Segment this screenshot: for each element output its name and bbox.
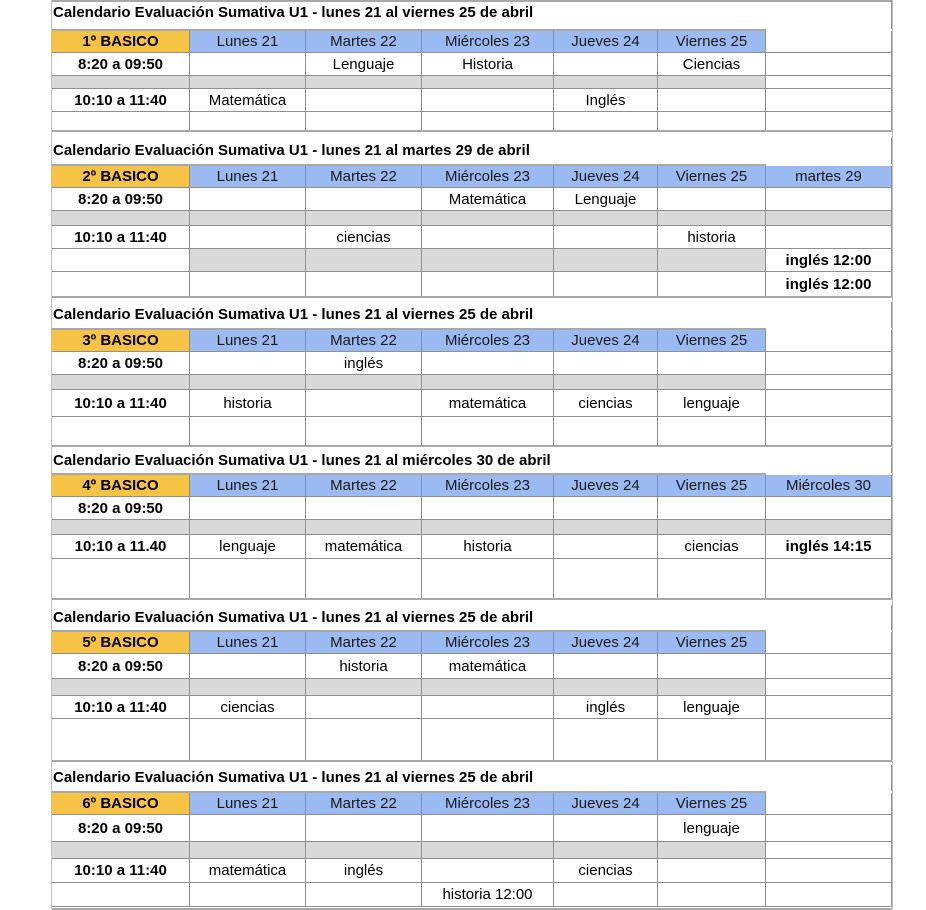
schedule-cell[interactable]	[306, 112, 422, 131]
schedule-cell[interactable]	[306, 815, 422, 842]
schedule-cell[interactable]: inglés 12:00	[766, 249, 892, 272]
schedule-cell[interactable]	[554, 417, 658, 446]
schedule-cell[interactable]: Matemática	[190, 89, 306, 112]
schedule-cell[interactable]	[658, 417, 766, 446]
section-title: Calendario Evaluación Sumativa U1 - lunes 21 al viernes 25 de abril	[53, 609, 534, 626]
schedule-cell[interactable]	[658, 883, 766, 907]
day-header[interactable]: Miércoles 23	[422, 632, 554, 654]
schedule-cell[interactable]	[52, 883, 190, 907]
schedule-cell[interactable]	[422, 815, 554, 842]
row-separator	[52, 445, 892, 447]
schedule-cell[interactable]	[306, 272, 422, 297]
break-cell[interactable]	[52, 842, 190, 859]
day-header[interactable]: Jueves 24	[554, 166, 658, 188]
break-cell[interactable]	[658, 842, 766, 859]
break-cell[interactable]	[306, 375, 422, 390]
break-cell[interactable]	[190, 375, 306, 390]
schedule-cell[interactable]	[422, 417, 554, 446]
schedule-cell[interactable]	[766, 112, 892, 131]
schedule-cell[interactable]: historia	[658, 226, 766, 249]
schedule-cell[interactable]: ciencias	[658, 535, 766, 559]
schedule-cell[interactable]	[766, 352, 892, 375]
day-header[interactable]: Lunes 21	[190, 793, 306, 815]
break-cell[interactable]	[422, 211, 554, 226]
break-cell[interactable]	[190, 842, 306, 859]
schedule-cell[interactable]	[52, 559, 190, 599]
break-cell[interactable]	[766, 679, 892, 696]
break-cell[interactable]	[554, 375, 658, 390]
time-slot-afternoon[interactable]: 10:10 a 11.40	[52, 535, 190, 559]
day-header[interactable]: Jueves 24	[554, 330, 658, 352]
empty-cell[interactable]	[766, 448, 892, 473]
schedule-cell[interactable]: matemática	[422, 390, 554, 417]
day-header[interactable]: Viernes 25	[658, 330, 766, 352]
schedule-cell[interactable]	[190, 883, 306, 907]
day-header[interactable]: Jueves 24	[554, 793, 658, 815]
schedule-cell[interactable]	[554, 815, 658, 842]
break-cell[interactable]	[306, 679, 422, 696]
day-header[interactable]: Martes 22	[306, 475, 422, 497]
break-cell[interactable]	[422, 520, 554, 535]
schedule-cell[interactable]	[658, 719, 766, 761]
schedule-cell[interactable]	[52, 272, 190, 297]
schedule-cell[interactable]	[52, 719, 190, 761]
day-header[interactable]: Viernes 25	[658, 793, 766, 815]
schedule-cell[interactable]	[422, 559, 554, 599]
schedule-cell[interactable]	[766, 815, 892, 842]
schedule-cell[interactable]	[766, 417, 892, 446]
schedule-cell[interactable]	[554, 226, 658, 249]
time-slot-morning[interactable]: 8:20 a 09:50	[52, 188, 190, 211]
schedule-cell[interactable]: ciencias	[306, 226, 422, 249]
schedule-cell[interactable]	[306, 497, 422, 520]
schedule-cell[interactable]: matemática	[422, 654, 554, 679]
schedule-cell[interactable]	[766, 654, 892, 679]
day-header[interactable]: Miércoles 23	[422, 330, 554, 352]
day-header[interactable]: Jueves 24	[554, 632, 658, 654]
schedule-cell[interactable]	[190, 654, 306, 679]
day-header[interactable]: Lunes 21	[190, 330, 306, 352]
break-cell[interactable]	[554, 842, 658, 859]
schedule-cell[interactable]	[190, 188, 306, 211]
section-title: Calendario Evaluación Sumativa U1 - lunes 21 al viernes 25 de abril	[53, 769, 534, 786]
schedule-cell[interactable]	[658, 89, 766, 112]
schedule-cell[interactable]	[190, 272, 306, 297]
schedule-cell[interactable]	[766, 53, 892, 76]
schedule-cell[interactable]	[190, 815, 306, 842]
schedule-cell[interactable]	[190, 719, 306, 761]
schedule-cell[interactable]: inglés	[554, 696, 658, 719]
time-slot-afternoon[interactable]: 10:10 a 11:40	[52, 390, 190, 417]
schedule-cell[interactable]	[306, 249, 422, 272]
break-cell[interactable]	[658, 679, 766, 696]
schedule-cell[interactable]	[554, 53, 658, 76]
break-cell[interactable]	[306, 211, 422, 226]
schedule-cell[interactable]	[190, 352, 306, 375]
schedule-cell[interactable]	[52, 112, 190, 131]
break-cell[interactable]	[190, 211, 306, 226]
schedule-cell[interactable]	[422, 696, 554, 719]
day-header[interactable]: martes 29	[766, 166, 892, 188]
schedule-cell[interactable]: Ciencias	[658, 53, 766, 76]
break-cell[interactable]	[422, 375, 554, 390]
schedule-cell[interactable]: ciencias	[554, 859, 658, 883]
schedule-cell[interactable]: ciencias	[554, 390, 658, 417]
break-cell[interactable]	[306, 842, 422, 859]
break-cell[interactable]	[658, 76, 766, 89]
break-cell[interactable]	[766, 520, 892, 535]
day-header[interactable]: Martes 22	[306, 166, 422, 188]
schedule-cell[interactable]	[554, 559, 658, 599]
day-header[interactable]: Miércoles 23	[422, 166, 554, 188]
schedule-cell[interactable]: historia 12:00	[422, 883, 554, 907]
day-header[interactable]: Viernes 25	[658, 475, 766, 497]
row-separator	[52, 760, 892, 762]
schedule-cell[interactable]	[422, 719, 554, 761]
day-header[interactable]: Martes 22	[306, 31, 422, 53]
day-header[interactable]: Viernes 25	[658, 632, 766, 654]
row-separator	[52, 598, 892, 600]
schedule-cell[interactable]: Lenguaje	[554, 188, 658, 211]
schedule-cell[interactable]: lenguaje	[658, 696, 766, 719]
grade-label[interactable]: 3º BASICO	[52, 330, 190, 352]
schedule-cell[interactable]	[190, 53, 306, 76]
section-title: Calendario Evaluación Sumativa U1 - lunes 21 al viernes 25 de abril	[53, 4, 534, 21]
schedule-cell[interactable]	[658, 497, 766, 520]
break-cell[interactable]	[658, 375, 766, 390]
section-title: Calendario Evaluación Sumativa U1 - lunes 21 al miércoles 30 de abril	[53, 452, 551, 469]
break-cell[interactable]	[554, 76, 658, 89]
empty-cell[interactable]	[766, 138, 892, 164]
schedule-cell[interactable]	[422, 89, 554, 112]
break-cell[interactable]	[554, 211, 658, 226]
schedule-cell[interactable]: Historia	[422, 53, 554, 76]
schedule-cell[interactable]	[554, 249, 658, 272]
empty-cell[interactable]	[766, 0, 892, 29]
schedule-cell[interactable]	[554, 883, 658, 907]
schedule-cell[interactable]	[190, 417, 306, 446]
time-slot-afternoon[interactable]: 10:10 a 11:40	[52, 696, 190, 719]
day-header[interactable]: Lunes 21	[190, 31, 306, 53]
break-cell[interactable]	[52, 76, 190, 89]
schedule-cell[interactable]: historia	[190, 390, 306, 417]
break-cell[interactable]	[52, 375, 190, 390]
empty-cell[interactable]	[766, 330, 892, 352]
schedule-cell[interactable]	[306, 89, 422, 112]
day-header[interactable]: Miércoles 23	[422, 475, 554, 497]
break-cell[interactable]	[190, 679, 306, 696]
break-cell[interactable]	[52, 520, 190, 535]
schedule-cell[interactable]	[306, 719, 422, 761]
empty-cell[interactable]	[766, 793, 892, 815]
time-slot-morning[interactable]: 8:20 a 09:50	[52, 815, 190, 842]
schedule-cell[interactable]	[658, 188, 766, 211]
schedule-cell[interactable]	[658, 352, 766, 375]
schedule-cell[interactable]	[306, 188, 422, 211]
time-slot-morning[interactable]: 8:20 a 09:50	[52, 654, 190, 679]
time-slot-morning[interactable]: 8:20 a 09:50	[52, 352, 190, 375]
section-title: Calendario Evaluación Sumativa U1 - lunes 21 al martes 29 de abril	[53, 142, 530, 159]
break-cell[interactable]	[766, 375, 892, 390]
schedule-cell[interactable]	[554, 497, 658, 520]
break-cell[interactable]	[52, 679, 190, 696]
break-cell[interactable]	[190, 76, 306, 89]
schedule-cell[interactable]	[658, 112, 766, 131]
schedule-cell[interactable]	[766, 883, 892, 907]
schedule-cell[interactable]	[422, 352, 554, 375]
schedule-cell[interactable]	[422, 497, 554, 520]
schedule-cell[interactable]	[766, 226, 892, 249]
schedule-cell[interactable]	[422, 249, 554, 272]
empty-cell[interactable]	[766, 605, 892, 630]
day-header[interactable]: Jueves 24	[554, 31, 658, 53]
schedule-cell[interactable]	[190, 249, 306, 272]
schedule-cell[interactable]	[658, 654, 766, 679]
break-cell[interactable]	[766, 842, 892, 859]
schedule-cell[interactable]	[554, 719, 658, 761]
day-header[interactable]: Martes 22	[306, 793, 422, 815]
schedule-cell[interactable]	[52, 417, 190, 446]
break-cell[interactable]	[422, 679, 554, 696]
schedule-cell[interactable]	[658, 859, 766, 883]
schedule-cell[interactable]	[190, 226, 306, 249]
empty-cell[interactable]	[766, 765, 892, 791]
day-header[interactable]: Martes 22	[306, 330, 422, 352]
schedule-cell[interactable]	[554, 535, 658, 559]
schedule-cell[interactable]	[766, 89, 892, 112]
time-slot-morning[interactable]: 8:20 a 09:50	[52, 497, 190, 520]
row-separator	[52, 296, 892, 298]
break-cell[interactable]	[306, 76, 422, 89]
time-slot-morning[interactable]: 8:20 a 09:50	[52, 53, 190, 76]
schedule-cell[interactable]: inglés 12:00	[766, 272, 892, 297]
break-cell[interactable]	[190, 520, 306, 535]
schedule-cell[interactable]	[766, 390, 892, 417]
schedule-cell[interactable]	[766, 497, 892, 520]
day-header[interactable]: Lunes 21	[190, 632, 306, 654]
break-cell[interactable]	[658, 211, 766, 226]
schedule-cell[interactable]: Inglés	[554, 89, 658, 112]
schedule-cell[interactable]	[766, 559, 892, 599]
empty-cell[interactable]	[766, 31, 892, 53]
schedule-cell[interactable]	[306, 559, 422, 599]
empty-cell[interactable]	[766, 302, 892, 328]
schedule-cell[interactable]: lenguaje	[658, 815, 766, 842]
schedule-cell[interactable]	[766, 696, 892, 719]
schedule-cell[interactable]	[306, 883, 422, 907]
time-slot-afternoon[interactable]: 10:10 a 11:40	[52, 859, 190, 883]
schedule-cell[interactable]: Matemática	[422, 188, 554, 211]
schedule-cell[interactable]	[554, 654, 658, 679]
schedule-cell[interactable]	[554, 272, 658, 297]
schedule-cell[interactable]	[422, 112, 554, 131]
day-header[interactable]: Martes 22	[306, 632, 422, 654]
schedule-cell[interactable]: lenguaje	[658, 390, 766, 417]
schedule-cell[interactable]	[190, 497, 306, 520]
schedule-cell[interactable]	[554, 112, 658, 131]
schedule-cell[interactable]	[422, 272, 554, 297]
schedule-cell[interactable]	[658, 272, 766, 297]
schedule-cell[interactable]	[422, 226, 554, 249]
day-header[interactable]: Jueves 24	[554, 475, 658, 497]
schedule-cell[interactable]	[554, 352, 658, 375]
schedule-cell[interactable]: matemática	[306, 535, 422, 559]
break-cell[interactable]	[554, 679, 658, 696]
schedule-cell[interactable]: historia	[422, 535, 554, 559]
schedule-cell[interactable]: inglés	[306, 859, 422, 883]
schedule-cell[interactable]	[306, 417, 422, 446]
schedule-cell[interactable]: matemática	[190, 859, 306, 883]
schedule-cell[interactable]	[190, 559, 306, 599]
schedule-cell[interactable]	[658, 249, 766, 272]
break-cell[interactable]	[52, 211, 190, 226]
schedule-cell[interactable]: inglés	[306, 352, 422, 375]
break-cell[interactable]	[422, 76, 554, 89]
time-slot-afternoon[interactable]: 10:10 a 11:40	[52, 89, 190, 112]
break-cell[interactable]	[766, 211, 892, 226]
schedule-cell[interactable]	[52, 249, 190, 272]
grade-label[interactable]: 6º BASICO	[52, 793, 190, 815]
day-header[interactable]: Miércoles 30	[766, 475, 892, 497]
schedule-cell[interactable]: ciencias	[190, 696, 306, 719]
day-header[interactable]: Lunes 21	[190, 166, 306, 188]
grade-label[interactable]: 4º BASICO	[52, 475, 190, 497]
schedule-cell[interactable]	[766, 188, 892, 211]
break-cell[interactable]	[766, 76, 892, 89]
schedule-cell[interactable]	[190, 112, 306, 131]
time-slot-afternoon[interactable]: 10:10 a 11:40	[52, 226, 190, 249]
schedule-cell[interactable]: lenguaje	[190, 535, 306, 559]
break-cell[interactable]	[306, 520, 422, 535]
day-header[interactable]: Viernes 25	[658, 166, 766, 188]
schedule-cell[interactable]	[306, 390, 422, 417]
schedule-cell[interactable]: Lenguaje	[306, 53, 422, 76]
day-header[interactable]: Miércoles 23	[422, 793, 554, 815]
schedule-cell[interactable]	[658, 559, 766, 599]
schedule-cell[interactable]	[306, 696, 422, 719]
empty-cell[interactable]	[766, 632, 892, 654]
grade-label[interactable]: 5º BASICO	[52, 632, 190, 654]
grade-label[interactable]: 1º BASICO	[52, 31, 190, 53]
day-header[interactable]: Lunes 21	[190, 475, 306, 497]
schedule-cell[interactable]	[766, 859, 892, 883]
schedule-cell[interactable]	[422, 859, 554, 883]
break-cell[interactable]	[658, 520, 766, 535]
break-cell[interactable]	[554, 520, 658, 535]
section-title: Calendario Evaluación Sumativa U1 - lunes 21 al viernes 25 de abril	[53, 306, 534, 323]
row-separator	[52, 130, 892, 132]
day-header[interactable]: Miércoles 23	[422, 31, 554, 53]
day-header[interactable]: Viernes 25	[658, 31, 766, 53]
schedule-cell[interactable]: historia	[306, 654, 422, 679]
grade-label[interactable]: 2º BASICO	[52, 166, 190, 188]
schedule-cell[interactable]	[766, 719, 892, 761]
break-cell[interactable]	[422, 842, 554, 859]
schedule-cell[interactable]: inglés 14:15	[766, 535, 892, 559]
spreadsheet	[51, 0, 893, 909]
